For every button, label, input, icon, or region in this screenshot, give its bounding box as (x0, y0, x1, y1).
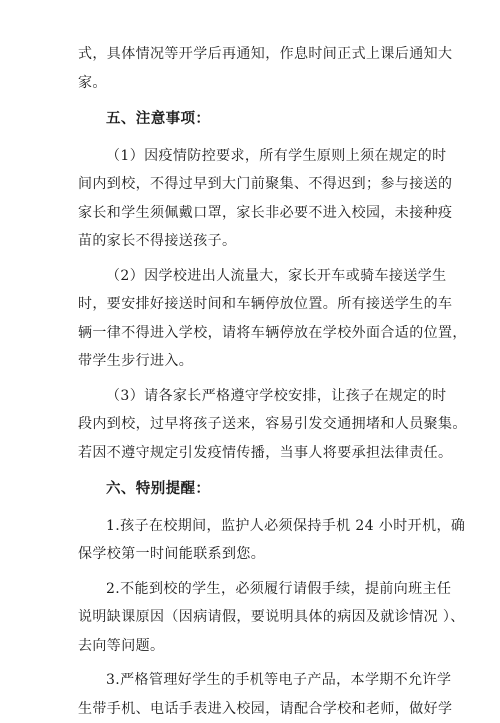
text-line: 2.不能到校的学生，必须履行请假手续，提前向班主任 (78, 575, 436, 604)
text-line: 辆一律不得进入学校，请将车辆停放在学校外面合适的位置， (78, 319, 436, 348)
paragraph-note-2 (78, 262, 436, 376)
section-heading-notes: 五、注意事项： (78, 105, 436, 134)
paragraph-note-1 (78, 142, 436, 256)
text-line: （2）因学校进出人流量大，家长开车或骑车接送学生 (78, 262, 436, 291)
text-line: （3）请各家长严格遵守学校安排，让孩子在规定的时 (78, 382, 436, 411)
paragraph-continued (78, 40, 436, 97)
text-line: 时，要安排好接送时间和车辆停放位置。所有接送学生的车 (78, 290, 436, 319)
text-line: 苗的家长不得接送孩子。 (78, 227, 436, 256)
paragraph-reminder-2 (78, 575, 436, 661)
text-line: 间内到校，不得过早到大门前聚集、不得迟到；参与接送的 (78, 170, 436, 199)
text-line: 家长和学生须佩戴口罩，家长非必要不进入校园，未接种疫 (78, 199, 436, 228)
text-line: 段内到校，过早将孩子送来，容易引发交通拥堵和人员聚集。 (78, 410, 436, 439)
text-line: 1.孩子在校期间，监护人必须保持手机 24 小时开机，确 (78, 512, 436, 541)
text-line: 去向等问题。 (78, 632, 436, 661)
paragraph-reminder-1 (78, 512, 436, 569)
text-line: 说明缺课原因（因病请假，要说明具体的病因及就诊情况 ）、 (78, 603, 436, 632)
text-line: 若因不遵守规定引发疫情传播，当事人将要承担法律责任。 (78, 439, 436, 468)
text-line: （1）因疫情防控要求，所有学生原则上须在规定的时 (78, 142, 436, 171)
section-heading-reminders: 六、特别提醒： (78, 475, 436, 504)
paragraph-note-3 (78, 382, 436, 468)
text-line: 保学校第一时间能联系到您。 (78, 540, 436, 569)
text-line: 生带手机、电话手表进入校园，请配合学校和老师，做好学 (78, 695, 436, 723)
text-line: 带学生步行进入。 (78, 347, 436, 376)
text-line: 家。 (78, 69, 436, 98)
paragraph-reminder-3 (78, 666, 436, 723)
text-line: 3.严格管理好学生的手机等电子产品，本学期不允许学 (78, 666, 436, 695)
text-line: 式，具体情况等开学后再通知，作息时间正式上课后通知大 (78, 40, 436, 69)
